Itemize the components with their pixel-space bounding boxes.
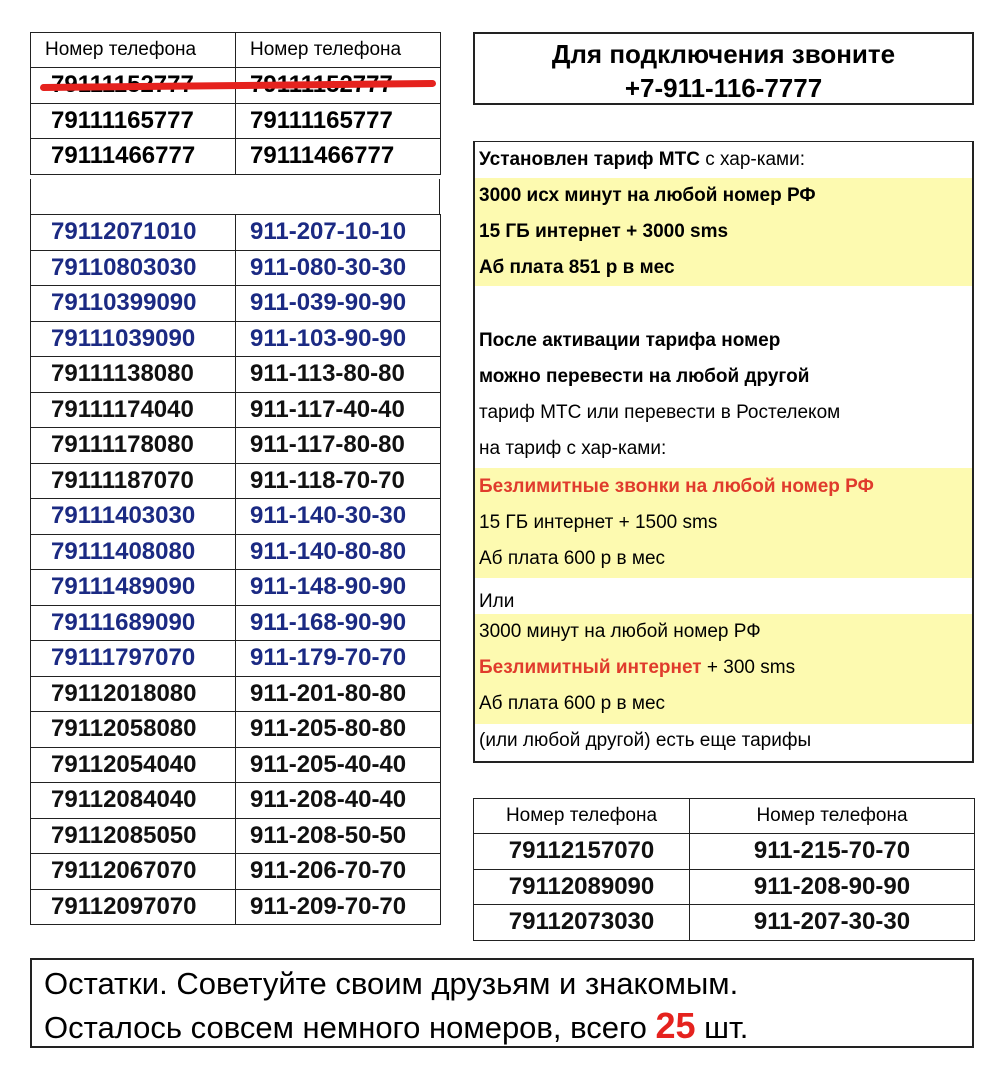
spacer (473, 105, 974, 141)
phone-number-formatted: 911-113-80-80 (236, 357, 441, 393)
table-row (31, 499, 441, 535)
phone-number-formatted: 911-117-80-80 (236, 428, 441, 464)
phone-number: 79111403030 (31, 499, 236, 535)
phone-number: 79111489090 (31, 570, 236, 606)
phone-number: 79112054040 (31, 747, 236, 783)
phone-number: 79111466777 (31, 139, 236, 175)
tariff-line: 15 ГБ интернет + 1500 sms (479, 512, 718, 533)
table-row (474, 834, 975, 870)
phone-number-formatted: 911-208-50-50 (236, 818, 441, 854)
tariff-line: (или любой другой) есть еще тарифы (479, 730, 812, 751)
remaining-count: 25 (655, 1005, 696, 1046)
phone-number-formatted: 911-208-90-90 (690, 869, 975, 905)
tariff-line: 15 ГБ интернет + 3000 sms (479, 221, 729, 242)
top-numbers-table (30, 32, 441, 175)
table-header-row (474, 799, 975, 834)
tariff-line: После активации тарифа номер (479, 330, 781, 351)
tariff-line: Безлимитный интернет + 300 sms (479, 657, 796, 678)
phone-number-formatted: 911-209-70-70 (236, 889, 441, 925)
contact-box (473, 32, 974, 105)
phone-number-formatted: 911-205-80-80 (236, 712, 441, 748)
tariff-line: на тариф с хар-ками: (479, 438, 667, 459)
phone-number: 79111174040 (31, 392, 236, 428)
phone-number-formatted: 911-080-30-30 (236, 250, 441, 286)
phone-number-formatted: 79111165777 (236, 103, 441, 139)
phone-number-formatted: 911-207-30-30 (690, 905, 975, 941)
phone-number-formatted: 911-140-80-80 (236, 534, 441, 570)
table-row (31, 605, 441, 641)
column-header: Номер телефона (236, 33, 441, 68)
phone-number: 79112018080 (31, 676, 236, 712)
table-row (31, 392, 441, 428)
table-header-row (31, 33, 441, 68)
table-row (31, 783, 441, 819)
main-numbers-table (30, 214, 441, 925)
phone-number: 79112067070 (31, 854, 236, 890)
contact-heading: Для подключения звоните (551, 39, 896, 69)
phone-number: 79112084040 (31, 783, 236, 819)
phone-number: 79111408080 (31, 534, 236, 570)
tariff-line: можно перевести на любой другой (479, 366, 810, 387)
tariff-info-box (473, 141, 974, 763)
column-header: Номер телефона (31, 33, 236, 68)
footer-line-1: Остатки. Советуйте своим друзьям и знакомым. (44, 966, 739, 1001)
table-row (474, 869, 975, 905)
table-row (31, 428, 441, 464)
phone-number-formatted: 911-039-90-90 (236, 286, 441, 322)
table-row (31, 250, 441, 286)
phone-number: 79112073030 (474, 905, 690, 941)
phone-number-formatted: 911-206-70-70 (236, 854, 441, 890)
table-row (31, 712, 441, 748)
table-row (31, 570, 441, 606)
contact-phone: +7-911-116-7777 (624, 73, 823, 103)
phone-number: 79112071010 (31, 215, 236, 251)
table-row (31, 139, 441, 175)
table-row (31, 463, 441, 499)
phone-number-formatted: 911-208-40-40 (236, 783, 441, 819)
phone-number: 79111039090 (31, 321, 236, 357)
phone-number-formatted: 911-148-90-90 (236, 570, 441, 606)
table-row (31, 747, 441, 783)
phone-number: 79111187070 (31, 463, 236, 499)
phone-number: 79111797070 (31, 641, 236, 677)
tariff-line: 3000 исх минут на любой номер РФ (479, 185, 816, 206)
table-row (31, 854, 441, 890)
phone-number: 79112058080 (31, 712, 236, 748)
table-row (31, 103, 441, 139)
table-row (474, 905, 975, 941)
phone-number-formatted: 911-205-40-40 (236, 747, 441, 783)
phone-number: 79111689090 (31, 605, 236, 641)
table-row (31, 676, 441, 712)
table-row (31, 357, 441, 393)
phone-number: 79111138080 (31, 357, 236, 393)
table-row (31, 889, 441, 925)
table-row (31, 818, 441, 854)
phone-number: 79110803030 (31, 250, 236, 286)
table-row (31, 286, 441, 322)
tariff-line: тариф МТС или перевести в Ростелеком (479, 402, 841, 423)
phone-number-formatted: 911-179-70-70 (236, 641, 441, 677)
table-row (31, 534, 441, 570)
phone-number-formatted: 911-207-10-10 (236, 215, 441, 251)
tariff-line: Аб плата 600 р в мес (479, 548, 666, 569)
phone-number: 79112085050 (31, 818, 236, 854)
tariff-line: Аб плата 600 р в мес (479, 693, 666, 714)
tariff-line: 3000 минут на любой номер РФ (479, 621, 761, 642)
phone-number: 79112157070 (474, 834, 690, 870)
phone-number: 79111165777 (31, 103, 236, 139)
table-spacer (30, 179, 440, 214)
phone-number: 79110399090 (31, 286, 236, 322)
table-row (31, 215, 441, 251)
phone-number: 79111178080 (31, 428, 236, 464)
phone-number-formatted: 911-201-80-80 (236, 676, 441, 712)
table-row (31, 321, 441, 357)
phone-number-formatted: 911-215-70-70 (690, 834, 975, 870)
phone-number: 79112089090 (474, 869, 690, 905)
column-header: Номер телефона (690, 799, 975, 834)
table-row (31, 641, 441, 677)
tariff-line: Аб плата 851 р в мес (479, 257, 675, 278)
column-header: Номер телефона (474, 799, 690, 834)
tariff-line: Установлен тариф МТС с хар-ками: (479, 149, 805, 170)
phone-number-formatted: 911-118-70-70 (236, 463, 441, 499)
phone-number-formatted: 911-117-40-40 (236, 392, 441, 428)
tariff-line: Или (479, 591, 515, 612)
phone-number-formatted: 79111466777 (236, 139, 441, 175)
phone-number-formatted: 911-168-90-90 (236, 605, 441, 641)
phone-number-formatted: 911-140-30-30 (236, 499, 441, 535)
tariff-line: Безлимитные звонки на любой номер РФ (479, 476, 874, 497)
phone-number-formatted: 911-103-90-90 (236, 321, 441, 357)
phone-number: 79112097070 (31, 889, 236, 925)
footer-line-2: Осталось совсем немного номеров, всего 25 шт. (44, 1005, 749, 1046)
extra-numbers-table (473, 798, 975, 941)
footer-notice (30, 958, 974, 1048)
